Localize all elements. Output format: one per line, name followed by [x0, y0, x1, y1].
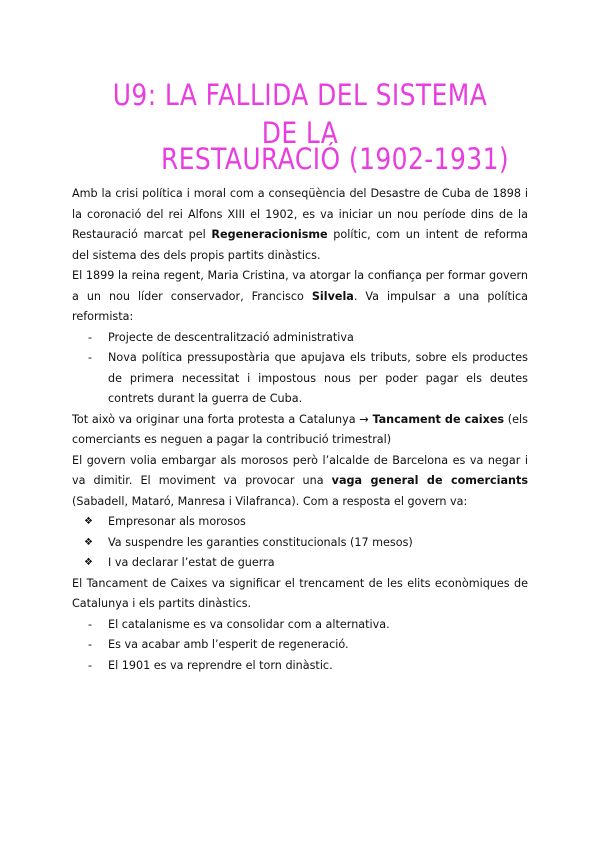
- list-item: ❖ I va declarar l’estat de guerra: [72, 553, 528, 574]
- paragraph-consequences: El Tancament de Caixes va significar el trencament de les elits econòmiques de Catalunya i els partits dinàstics.: [72, 576, 528, 610]
- document-body: [72, 184, 528, 676]
- reform-list: [72, 328, 528, 410]
- paragraph-silvela: El 1899 la reina regent, Maria Cristina, va atorgar la confiança per formar govern a un nou líder conservador, Francisco Silvela. Va impulsar a una política reformista:: [72, 269, 528, 323]
- list-item: - Nova política pressupostària que apujava els tributs, sobre els productes de primera necessitat i impostous nous per poder pagar els deutes contrets durant la guerra de Cuba.: [88, 351, 528, 405]
- diamond-bullet-icon: ❖: [84, 516, 93, 527]
- list-item: ❖ Va suspendre les garanties constitucionals (17 mesos): [72, 533, 528, 554]
- list-item: - El catalanisme es va consolidar com a alternativa.: [88, 617, 390, 631]
- list-item: - El 1901 es va reprendre el torn dinàstic.: [88, 658, 333, 672]
- consequences-list: [72, 615, 528, 677]
- document-title-line-1: U9: LA FALLIDA DEL SISTEMA DE LA: [112, 78, 488, 150]
- list-item: - Es va acabar amb l’esperit de regeneració.: [88, 638, 349, 651]
- government-response-list: [72, 512, 528, 574]
- paragraph-tancament: Tot això va originar una forta protesta a Catalunya → Tancament de caixes (els comerciants es neguen a pagar la contribució trimestral): [72, 412, 528, 446]
- document-title-line-2: RESTAURACIÓ (1902-1931): [160, 142, 510, 176]
- list-item: ❖ Empresonar als morosos: [72, 512, 528, 533]
- paragraph-regeneracionisme: Amb la crisi política i moral com a conseqüència del Desastre de Cuba de 1898 i la coronació del rei Alfons XIII el 1902, es va iniciar un nou període dins de la Restauració marcat pel Regeneracionisme polític, com un intent de reforma del sistema des dels propis partits dinàstics.: [72, 187, 528, 262]
- paragraph-vaga: El govern volia embargar als morosos però l’alcalde de Barcelona es va negar i va dimitir. El moviment va provocar una vaga general de comerciants (Sabadell, Mataró, Manresa i Vilafranca). Com a resposta el govern va:: [72, 453, 529, 508]
- diamond-bullet-icon: ❖: [84, 536, 93, 548]
- diamond-bullet-icon: ❖: [84, 557, 93, 568]
- list-item: - Projecte de descentralització administrativa: [88, 330, 354, 344]
